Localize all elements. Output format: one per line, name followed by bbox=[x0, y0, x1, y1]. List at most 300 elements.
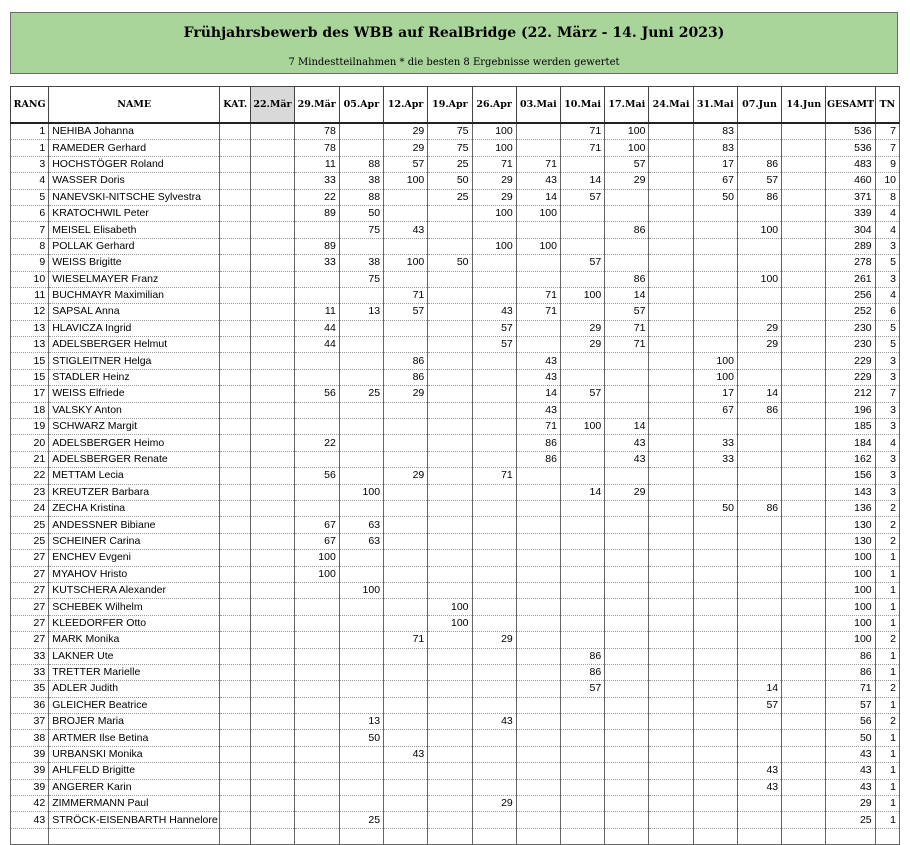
name-cell: LAKNER Ute bbox=[49, 648, 220, 664]
score-cell bbox=[782, 779, 826, 795]
page-title: Frühjahrsbewerb des WBB auf RealBridge (22. März - 14. Juni 2023) bbox=[183, 25, 725, 41]
score-cell: 43 bbox=[472, 304, 516, 320]
table-row bbox=[11, 664, 900, 680]
score-cell bbox=[782, 173, 826, 189]
score-cell bbox=[428, 697, 472, 713]
score-cell bbox=[251, 222, 294, 238]
score-cell bbox=[220, 500, 251, 516]
score-cell: 196 bbox=[826, 402, 875, 418]
rank-cell: 5 bbox=[11, 189, 49, 205]
score-cell bbox=[428, 435, 472, 451]
score-cell bbox=[339, 402, 383, 418]
score-cell bbox=[220, 550, 251, 566]
score-cell bbox=[560, 500, 604, 516]
score-cell bbox=[220, 304, 251, 320]
score-cell: 100 bbox=[693, 369, 737, 385]
score-cell: 278 bbox=[826, 255, 875, 271]
rank-cell: 27 bbox=[11, 599, 49, 615]
score-cell bbox=[693, 255, 737, 271]
score-cell: 22 bbox=[294, 189, 339, 205]
table-header-row bbox=[11, 87, 900, 124]
table-row bbox=[11, 779, 900, 795]
name-cell: ANDESSNER Bibiane bbox=[49, 517, 220, 533]
score-cell: 50 bbox=[428, 173, 472, 189]
score-cell: 43 bbox=[516, 402, 560, 418]
score-cell: 4 bbox=[875, 287, 899, 303]
score-cell: 63 bbox=[339, 533, 383, 549]
score-cell: 100 bbox=[826, 632, 875, 648]
rank-cell: 12 bbox=[11, 304, 49, 320]
score-cell bbox=[649, 746, 693, 762]
rank-cell: 23 bbox=[11, 484, 49, 500]
name-cell: URBANSKI Monika bbox=[49, 746, 220, 762]
score-cell bbox=[560, 517, 604, 533]
score-cell bbox=[516, 140, 560, 156]
score-cell bbox=[649, 271, 693, 287]
score-cell bbox=[472, 828, 516, 844]
table-row bbox=[11, 222, 900, 238]
score-cell bbox=[516, 599, 560, 615]
score-cell bbox=[782, 402, 826, 418]
score-cell bbox=[782, 500, 826, 516]
results-table bbox=[10, 86, 900, 845]
score-cell bbox=[516, 632, 560, 648]
score-cell: 78 bbox=[294, 140, 339, 156]
score-cell bbox=[339, 435, 383, 451]
score-cell: 43 bbox=[516, 369, 560, 385]
score-cell bbox=[251, 140, 294, 156]
score-cell bbox=[649, 681, 693, 697]
score-cell bbox=[339, 763, 383, 779]
score-cell bbox=[294, 828, 339, 844]
score-cell bbox=[220, 255, 251, 271]
score-cell: 185 bbox=[826, 419, 875, 435]
score-cell bbox=[294, 664, 339, 680]
score-cell bbox=[560, 222, 604, 238]
score-cell bbox=[560, 763, 604, 779]
table-row bbox=[11, 615, 900, 631]
score-cell bbox=[516, 812, 560, 828]
score-cell bbox=[220, 287, 251, 303]
score-cell bbox=[251, 189, 294, 205]
name-cell: SCHEBEK Wilhelm bbox=[49, 599, 220, 615]
score-cell bbox=[560, 746, 604, 762]
score-cell bbox=[472, 664, 516, 680]
score-cell: 1 bbox=[875, 582, 899, 598]
rank-cell: 25 bbox=[11, 517, 49, 533]
score-cell: 100 bbox=[737, 271, 781, 287]
score-cell bbox=[649, 238, 693, 254]
score-cell bbox=[251, 500, 294, 516]
score-cell bbox=[605, 648, 649, 664]
score-cell bbox=[220, 615, 251, 631]
score-cell bbox=[384, 648, 428, 664]
score-cell bbox=[693, 271, 737, 287]
rank-cell: 24 bbox=[11, 500, 49, 516]
score-cell: 1 bbox=[875, 550, 899, 566]
score-cell bbox=[737, 714, 781, 730]
score-cell: 13 bbox=[339, 304, 383, 320]
score-cell bbox=[220, 140, 251, 156]
table-row bbox=[11, 796, 900, 812]
table-row bbox=[11, 681, 900, 697]
score-cell bbox=[384, 205, 428, 221]
score-cell: 100 bbox=[472, 140, 516, 156]
score-cell bbox=[220, 582, 251, 598]
score-cell: 289 bbox=[826, 238, 875, 254]
score-cell bbox=[782, 140, 826, 156]
score-cell bbox=[560, 730, 604, 746]
score-cell bbox=[737, 140, 781, 156]
score-cell bbox=[384, 238, 428, 254]
score-cell: 43 bbox=[737, 763, 781, 779]
score-cell bbox=[516, 582, 560, 598]
score-cell bbox=[560, 796, 604, 812]
score-cell bbox=[737, 566, 781, 582]
score-cell bbox=[251, 386, 294, 402]
score-cell bbox=[294, 451, 339, 467]
score-cell: 29 bbox=[560, 337, 604, 353]
score-cell: 86 bbox=[826, 648, 875, 664]
rank-cell: 19 bbox=[11, 419, 49, 435]
score-cell bbox=[693, 550, 737, 566]
score-cell bbox=[428, 582, 472, 598]
score-cell bbox=[649, 123, 693, 140]
score-cell bbox=[251, 796, 294, 812]
score-cell: 29 bbox=[384, 386, 428, 402]
score-cell: 14 bbox=[605, 287, 649, 303]
table-row bbox=[11, 304, 900, 320]
score-cell: 14 bbox=[605, 419, 649, 435]
score-cell bbox=[251, 664, 294, 680]
score-cell: 100 bbox=[693, 353, 737, 369]
score-cell bbox=[605, 714, 649, 730]
table-row bbox=[11, 123, 900, 140]
name-cell: STADLER Heinz bbox=[49, 369, 220, 385]
score-cell: 7 bbox=[875, 386, 899, 402]
score-cell: 50 bbox=[826, 730, 875, 746]
score-cell bbox=[251, 714, 294, 730]
score-cell bbox=[560, 714, 604, 730]
score-cell: 29 bbox=[605, 484, 649, 500]
score-cell bbox=[428, 386, 472, 402]
score-cell bbox=[251, 566, 294, 582]
score-cell bbox=[220, 402, 251, 418]
score-cell bbox=[560, 468, 604, 484]
score-cell bbox=[251, 156, 294, 172]
table-row bbox=[11, 271, 900, 287]
score-cell bbox=[560, 632, 604, 648]
name-cell: WIESELMAYER Franz bbox=[49, 271, 220, 287]
score-cell bbox=[560, 550, 604, 566]
score-cell: 1 bbox=[875, 648, 899, 664]
score-cell bbox=[516, 828, 560, 844]
score-cell: 67 bbox=[294, 533, 339, 549]
score-cell: 43 bbox=[826, 779, 875, 795]
score-cell bbox=[560, 353, 604, 369]
rank-cell: 15 bbox=[11, 353, 49, 369]
score-cell bbox=[605, 582, 649, 598]
rank-cell: 43 bbox=[11, 812, 49, 828]
score-cell bbox=[428, 550, 472, 566]
score-cell bbox=[649, 320, 693, 336]
column-header: 26.Apr bbox=[472, 87, 516, 124]
score-cell bbox=[737, 582, 781, 598]
score-cell bbox=[782, 517, 826, 533]
name-cell: SCHEINER Carina bbox=[49, 533, 220, 549]
score-cell bbox=[428, 468, 472, 484]
rank-cell: 27 bbox=[11, 566, 49, 582]
score-cell bbox=[220, 648, 251, 664]
score-cell bbox=[782, 615, 826, 631]
score-cell bbox=[428, 304, 472, 320]
score-cell bbox=[782, 533, 826, 549]
score-cell bbox=[737, 812, 781, 828]
rank-cell: 1 bbox=[11, 123, 49, 140]
table-row bbox=[11, 582, 900, 598]
name-cell: SAPSAL Anna bbox=[49, 304, 220, 320]
score-cell bbox=[220, 435, 251, 451]
score-cell bbox=[605, 566, 649, 582]
score-cell bbox=[472, 746, 516, 762]
score-cell bbox=[384, 320, 428, 336]
score-cell bbox=[220, 419, 251, 435]
score-cell bbox=[782, 582, 826, 598]
score-cell bbox=[294, 779, 339, 795]
score-cell: 14 bbox=[516, 189, 560, 205]
score-cell bbox=[605, 205, 649, 221]
score-cell bbox=[782, 730, 826, 746]
rank-cell: 27 bbox=[11, 550, 49, 566]
table-row bbox=[11, 156, 900, 172]
table-row bbox=[11, 173, 900, 189]
score-cell bbox=[560, 615, 604, 631]
score-cell bbox=[428, 369, 472, 385]
score-cell: 100 bbox=[826, 566, 875, 582]
score-cell bbox=[384, 419, 428, 435]
score-cell bbox=[782, 320, 826, 336]
score-cell bbox=[294, 500, 339, 516]
name-cell: MYAHOV Hristo bbox=[49, 566, 220, 582]
score-cell bbox=[339, 566, 383, 582]
score-cell bbox=[782, 337, 826, 353]
score-cell bbox=[220, 205, 251, 221]
score-cell bbox=[220, 156, 251, 172]
score-cell bbox=[428, 648, 472, 664]
score-cell bbox=[251, 320, 294, 336]
score-cell bbox=[737, 369, 781, 385]
table-row bbox=[11, 599, 900, 615]
score-cell bbox=[516, 337, 560, 353]
rank-cell: 27 bbox=[11, 615, 49, 631]
name-cell: ADLER Judith bbox=[49, 681, 220, 697]
score-cell bbox=[428, 320, 472, 336]
score-cell bbox=[220, 173, 251, 189]
table-row bbox=[11, 812, 900, 828]
column-header: 14.Jun bbox=[782, 87, 826, 124]
score-cell: 57 bbox=[472, 337, 516, 353]
score-cell bbox=[220, 271, 251, 287]
score-cell bbox=[605, 828, 649, 844]
score-cell: 75 bbox=[339, 222, 383, 238]
score-cell bbox=[516, 533, 560, 549]
score-cell bbox=[472, 763, 516, 779]
name-cell: GLEICHER Beatrice bbox=[49, 697, 220, 713]
score-cell: 57 bbox=[605, 156, 649, 172]
score-cell bbox=[605, 763, 649, 779]
score-cell bbox=[251, 484, 294, 500]
score-cell bbox=[516, 566, 560, 582]
score-cell bbox=[737, 468, 781, 484]
score-cell: 71 bbox=[516, 419, 560, 435]
score-cell bbox=[339, 697, 383, 713]
rank-cell: 37 bbox=[11, 714, 49, 730]
score-cell: 3 bbox=[875, 369, 899, 385]
score-cell bbox=[294, 697, 339, 713]
score-cell bbox=[384, 681, 428, 697]
score-cell bbox=[605, 796, 649, 812]
score-cell: 136 bbox=[826, 500, 875, 516]
score-cell: 57 bbox=[560, 386, 604, 402]
score-cell bbox=[782, 189, 826, 205]
score-cell: 256 bbox=[826, 287, 875, 303]
score-cell: 2 bbox=[875, 681, 899, 697]
score-cell bbox=[220, 664, 251, 680]
name-cell: KUTSCHERA Alexander bbox=[49, 582, 220, 598]
score-cell: 71 bbox=[560, 140, 604, 156]
score-cell: 339 bbox=[826, 205, 875, 221]
score-cell bbox=[516, 664, 560, 680]
score-cell bbox=[560, 779, 604, 795]
name-cell: METTAM Lecia bbox=[49, 468, 220, 484]
score-cell bbox=[472, 533, 516, 549]
score-cell bbox=[251, 369, 294, 385]
score-cell bbox=[472, 517, 516, 533]
score-cell: 43 bbox=[384, 222, 428, 238]
score-cell: 100 bbox=[605, 123, 649, 140]
score-cell bbox=[737, 796, 781, 812]
score-cell bbox=[339, 648, 383, 664]
score-cell bbox=[428, 271, 472, 287]
score-cell bbox=[251, 287, 294, 303]
score-cell: 100 bbox=[605, 140, 649, 156]
score-cell bbox=[649, 451, 693, 467]
table-row bbox=[11, 238, 900, 254]
score-cell bbox=[693, 632, 737, 648]
score-cell: 67 bbox=[693, 402, 737, 418]
score-cell: 88 bbox=[339, 156, 383, 172]
score-cell bbox=[516, 714, 560, 730]
score-cell bbox=[251, 123, 294, 140]
score-cell: 229 bbox=[826, 353, 875, 369]
score-cell bbox=[737, 533, 781, 549]
score-cell bbox=[782, 271, 826, 287]
table-body bbox=[11, 123, 900, 845]
score-cell bbox=[251, 435, 294, 451]
score-cell bbox=[560, 599, 604, 615]
score-cell bbox=[649, 779, 693, 795]
score-cell: 100 bbox=[560, 287, 604, 303]
name-cell: ADELSBERGER Heimo bbox=[49, 435, 220, 451]
score-cell: 2 bbox=[875, 500, 899, 516]
score-cell: 57 bbox=[826, 697, 875, 713]
score-cell: 43 bbox=[737, 779, 781, 795]
score-cell bbox=[782, 435, 826, 451]
score-cell bbox=[428, 812, 472, 828]
score-cell bbox=[605, 746, 649, 762]
score-cell bbox=[428, 828, 472, 844]
column-header: 17.Mai bbox=[605, 87, 649, 124]
score-cell bbox=[251, 517, 294, 533]
score-cell bbox=[472, 287, 516, 303]
score-cell bbox=[693, 484, 737, 500]
score-cell bbox=[428, 779, 472, 795]
table-row bbox=[11, 353, 900, 369]
rank-cell: 11 bbox=[11, 287, 49, 303]
score-cell: 229 bbox=[826, 369, 875, 385]
name-cell: TRETTER Marielle bbox=[49, 664, 220, 680]
name-cell: ZECHA Kristina bbox=[49, 500, 220, 516]
score-cell: 89 bbox=[294, 238, 339, 254]
score-cell bbox=[220, 828, 251, 844]
name-cell: NANEVSKI-NITSCHE Sylvestra bbox=[49, 189, 220, 205]
score-cell: 304 bbox=[826, 222, 875, 238]
score-cell bbox=[251, 337, 294, 353]
name-cell: MARK Monika bbox=[49, 632, 220, 648]
score-cell: 230 bbox=[826, 320, 875, 336]
rank-cell: 39 bbox=[11, 779, 49, 795]
score-cell bbox=[516, 320, 560, 336]
score-cell: 43 bbox=[605, 435, 649, 451]
table-row bbox=[11, 287, 900, 303]
rank-cell: 38 bbox=[11, 730, 49, 746]
score-cell: 7 bbox=[875, 140, 899, 156]
table-row bbox=[11, 484, 900, 500]
score-cell bbox=[384, 337, 428, 353]
score-cell: 2 bbox=[875, 714, 899, 730]
name-cell: HOCHSTÖGER Roland bbox=[49, 156, 220, 172]
score-cell: 143 bbox=[826, 484, 875, 500]
name-cell: MEISEL Elisabeth bbox=[49, 222, 220, 238]
score-cell: 5 bbox=[875, 255, 899, 271]
score-cell bbox=[649, 796, 693, 812]
score-cell bbox=[737, 255, 781, 271]
rank-cell: 42 bbox=[11, 796, 49, 812]
score-cell bbox=[428, 632, 472, 648]
score-cell: 57 bbox=[737, 697, 781, 713]
score-cell bbox=[560, 533, 604, 549]
score-cell bbox=[605, 468, 649, 484]
score-cell bbox=[251, 615, 294, 631]
score-cell bbox=[516, 746, 560, 762]
score-cell bbox=[782, 238, 826, 254]
score-cell: 1 bbox=[875, 796, 899, 812]
score-cell: 100 bbox=[384, 255, 428, 271]
column-header: 03.Mai bbox=[516, 87, 560, 124]
score-cell bbox=[472, 582, 516, 598]
score-cell bbox=[782, 123, 826, 140]
score-cell: 86 bbox=[826, 664, 875, 680]
score-cell bbox=[339, 615, 383, 631]
column-header: RANG bbox=[11, 87, 49, 124]
score-cell: 43 bbox=[384, 746, 428, 762]
score-cell bbox=[294, 730, 339, 746]
score-cell bbox=[516, 681, 560, 697]
score-cell bbox=[737, 287, 781, 303]
score-cell bbox=[251, 402, 294, 418]
table-row bbox=[11, 550, 900, 566]
score-cell bbox=[294, 615, 339, 631]
